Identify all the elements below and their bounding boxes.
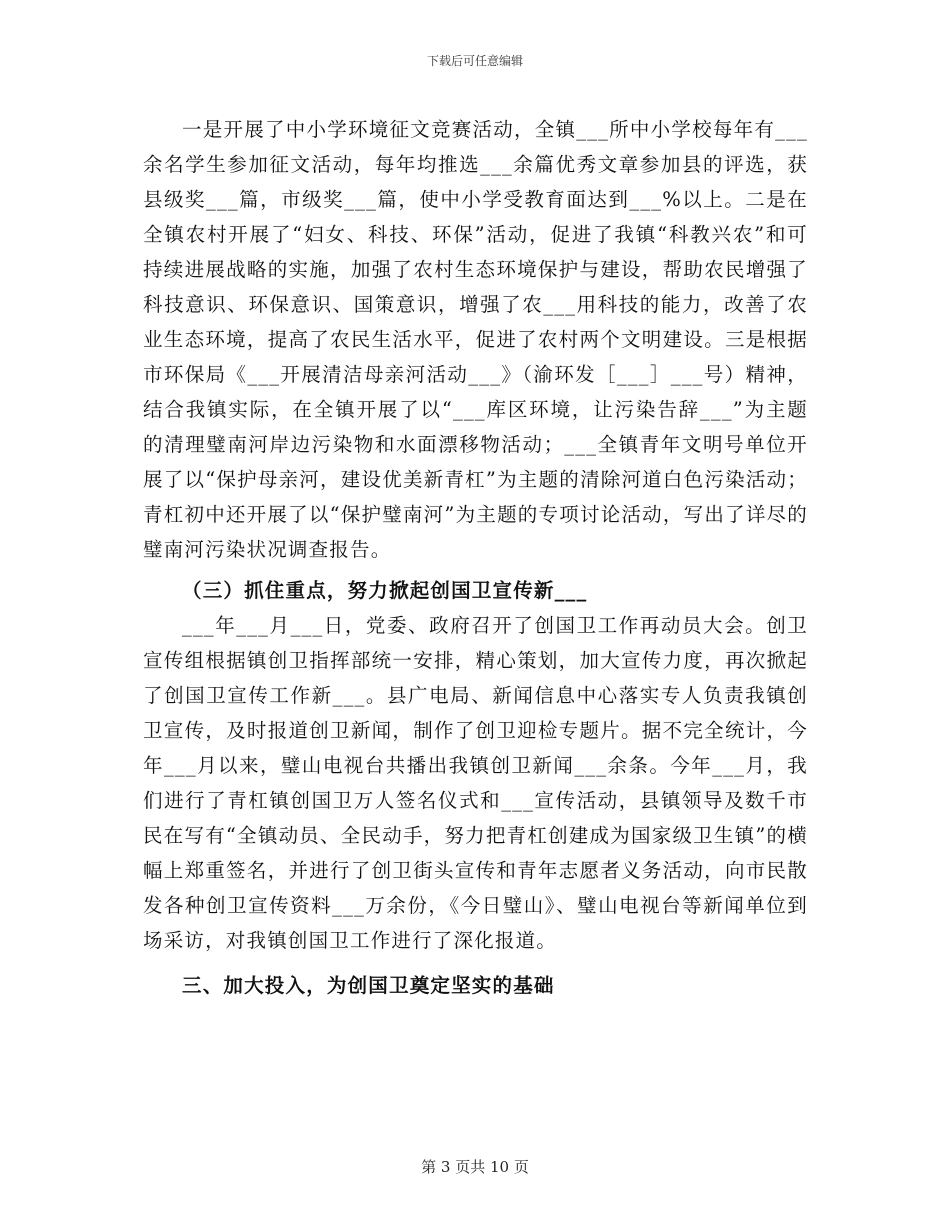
- page-header: 下载后可任意编辑: [426, 54, 523, 68]
- section-subheading: （三）抓住重点，努力掀起创国卫宣传新___: [182, 579, 588, 602]
- document-body: [143, 112, 808, 1003]
- section-heading: 三、加大投入，为创国卫奠定坚实的基础: [182, 974, 555, 997]
- paragraph-environmental-activities: 一是开展了中小学环境征文竞赛活动，全镇___所中小学校每年有___余名学生参加征文活动，每年均推选___余篇优秀文章参加县的评选，获县级奖___篇，市级奖___篇，使中小学受教育面达到___%以上。二是在全镇农村开展了“妇女、科技、环保”活动，促进了我镇“科教兴农”和可持续进展战略的实施，加强了农村生态环境保护与建设，帮助农民增强了科技意识、环保意识、国策意识，增强了农___用科技的能力，改善了农业生态环境，提高了农民生活水平，促进了农村两个文明建设。三是根据市环保局《___开展清洁母亲河活动___》（渝环发［___］___号）精神，结合我镇实际，在全镇开展了以“___库区环境，让污染告辞___”为主题的清理璧南河岸边污染物和水面漂移物活动；___全镇青年文明号单位开展了以“保护母亲河，建设优美新青杠”为主题的清除河道白色污染活动；青杠初中还开展了以“保护璧南河”为主题的专项讨论活动，写出了详尽的璧南河污染状况调查报告。: [143, 118, 808, 561]
- paragraph-publicity-campaign: ___年___月___日，党委、政府召开了创国卫工作再动员大会。创卫宣传组根据镇创卫指挥部统一安排，精心策划，加大宣传力度，再次掀起了创国卫宣传工作新___。县广电局、新闻信息中心落实专人负责我镇创卫宣传，及时报道创卫新闻，制作了创卫迎检专题片。据不完全统计，今年___月以来，璧山电视台共播出我镇创卫新闻___余条。今年___月，我们进行了青杠镇创国卫万人签名仪式和___宣传活动，县镇领导及数千市民在写有“全镇动员、全民动手，努力把青杠创建成为国家级卫生镇”的横幅上郑重签名，并进行了创卫街头宣传和青年志愿者义务活动，向市民散发各种创卫宣传资料___万余份，《今日璧山》、璧山电视台等新闻单位到场采访，对我镇创国卫工作进行了深化报道。: [143, 614, 808, 952]
- page-number: 第 3 页共 10 页: [421, 1158, 529, 1176]
